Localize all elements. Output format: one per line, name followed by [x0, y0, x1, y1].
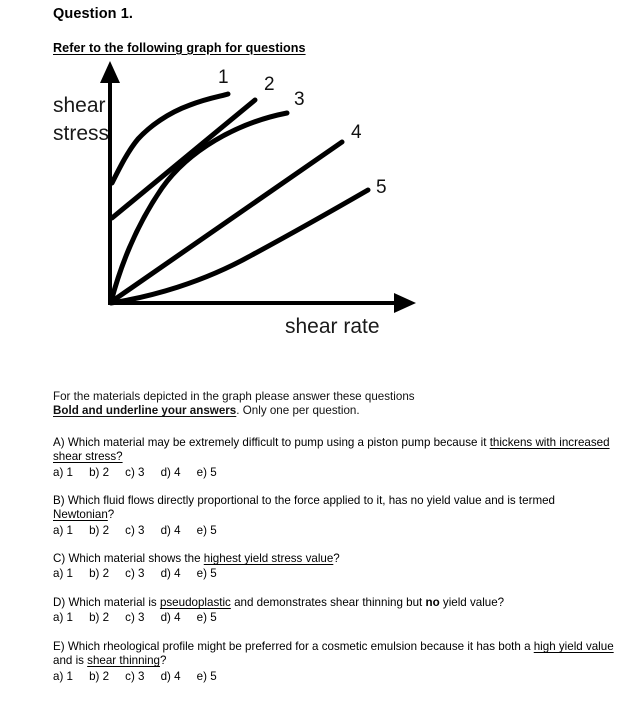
instructions-tail: . Only one per question. [236, 404, 360, 418]
curve-label-4: 4 [351, 122, 362, 143]
curve-2-path [112, 100, 255, 218]
y-axis-arrowhead [100, 61, 120, 83]
curve-label-3: 3 [294, 89, 305, 110]
question-a-stem: A) Which material may be extremely difficult to pump using a piston pump because it thickens with increased shear stress? [53, 436, 610, 464]
question-b-stem: B) Which fluid flows directly proportional to the force applied to it, has no yield value and is termed Newtonian? [53, 494, 556, 522]
rheogram-figure [40, 55, 440, 350]
refer-instruction: Refer to the following graph for questions [53, 41, 306, 55]
question-b [53, 494, 615, 538]
y-axis-label-line1: shear [53, 94, 106, 117]
curve-label-2: 2 [264, 74, 275, 95]
question-a [53, 436, 615, 480]
question-a-options[interactable]: a) 1 b) 2 c) 3 d) 4 e) 5 [53, 465, 217, 479]
question-e [53, 640, 615, 684]
question-c [53, 552, 615, 582]
question-d-options[interactable]: a) 1 b) 2 c) 3 d) 4 e) 5 [53, 611, 217, 625]
x-axis-arrowhead [394, 293, 416, 313]
question-d-stem: D) Which material is pseudoplastic and demonstrates shear thinning but no yield value? [53, 596, 505, 609]
curve-label-1: 1 [218, 67, 229, 88]
question-b-options[interactable]: a) 1 b) 2 c) 3 d) 4 e) 5 [53, 523, 217, 537]
question-e-stem: E) Which rheological profile might be preferred for a cosmetic emulsion because it has both a high yield value and is shear thinning? [53, 640, 614, 668]
question-c-stem: C) Which material shows the highest yield stress value? [53, 552, 340, 565]
question-e-options[interactable]: a) 1 b) 2 c) 3 d) 4 e) 5 [53, 669, 217, 683]
y-axis-label-line2: stress [53, 122, 110, 145]
instructions-bold: Bold and underline your answers [53, 404, 237, 418]
x-axis-label: shear rate [285, 315, 380, 338]
curve-label-5: 5 [376, 177, 387, 198]
page-title: Question 1. [53, 6, 134, 22]
instructions-line1: For the materials depicted in the graph please answer these questions [53, 390, 415, 403]
question-d [53, 596, 615, 626]
rheogram-svg [40, 55, 440, 350]
question-c-options[interactable]: a) 1 b) 2 c) 3 d) 4 e) 5 [53, 567, 217, 581]
instructions-block [53, 390, 613, 418]
